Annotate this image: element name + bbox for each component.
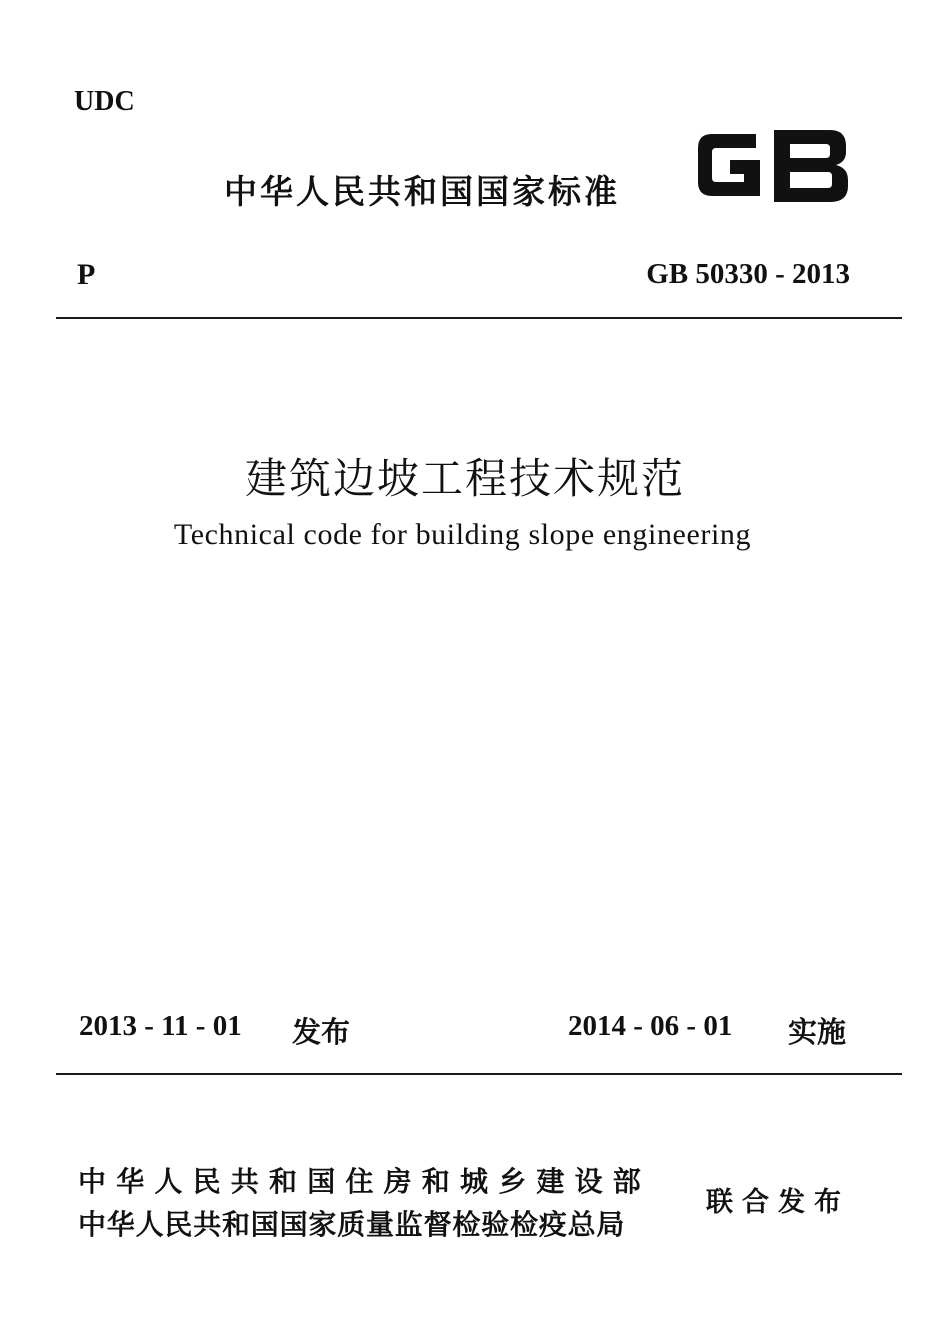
issuer-ministry-housing: 中华人民共和国住房和城乡建设部 <box>78 1165 652 1198</box>
issuer-aqsiq: 中华人民共和国国家质量监督检验检疫总局 <box>78 1208 626 1241</box>
title-english: Technical code for building slope engineering <box>173 518 752 551</box>
national-standard-heading: 中华人民共和国国家标准 <box>224 172 620 211</box>
issue-label: 发布 <box>292 1015 351 1049</box>
gb-logo <box>690 122 852 208</box>
implementation-date: 2014 - 06 - 01 <box>568 1010 733 1042</box>
issue-date: 2013 - 11 - 01 <box>79 1010 242 1042</box>
classification-code: P <box>77 258 96 291</box>
udc-label: UDC <box>74 86 135 117</box>
implementation-label: 实施 <box>788 1015 847 1049</box>
header-divider <box>56 317 902 319</box>
footer-divider <box>56 1073 902 1075</box>
title-chinese: 建筑边坡工程技术规范 <box>244 454 685 503</box>
standard-number: GB 50330 - 2013 <box>646 258 850 290</box>
joint-release-label: 联合发布 <box>706 1187 850 1218</box>
